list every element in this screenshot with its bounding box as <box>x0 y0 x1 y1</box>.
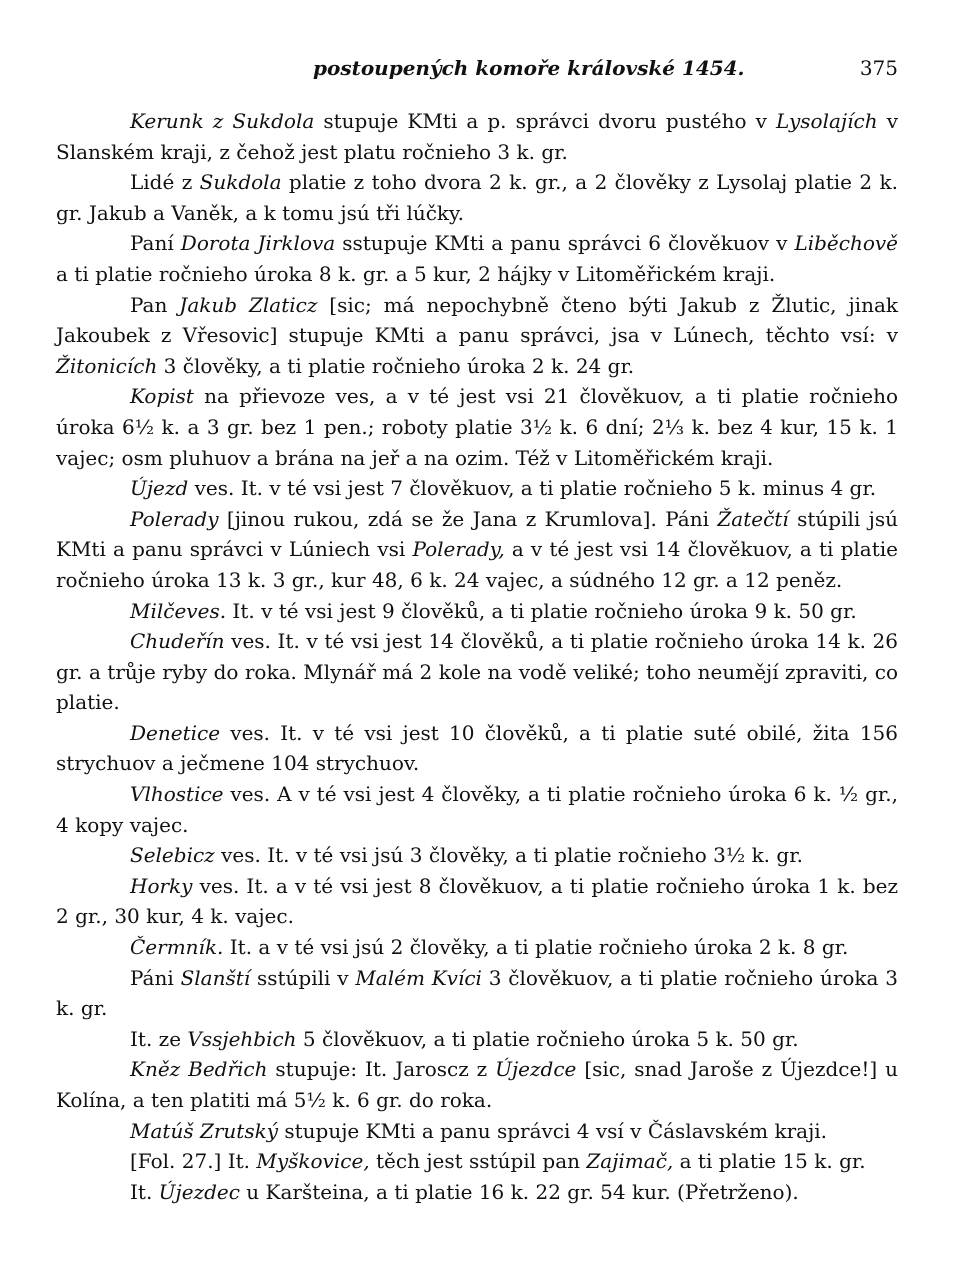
paragraph <box>56 840 898 871</box>
text-run: Páni <box>130 965 181 990</box>
paragraph <box>56 718 898 779</box>
italic-name: Zajimač, <box>586 1149 674 1174</box>
italic-name: Liběchově <box>794 231 899 256</box>
italic-name: Chudeřín <box>130 629 225 654</box>
italic-name: Selebicz <box>130 843 215 868</box>
text-run: Pan <box>130 292 180 317</box>
italic-name: Horky <box>130 873 193 898</box>
italic-name: Lysolajích <box>776 109 878 133</box>
text-run: It. v té vsi jest 9 člověků, a ti platie ročnieho úroka 9 k. 50 gr. <box>226 598 857 623</box>
paragraph <box>56 106 898 167</box>
italic-name: Dorota Jirklova <box>180 231 336 256</box>
italic-name: Polerady, <box>412 537 505 562</box>
text-run: [jinou rukou, zdá se že Jana z Krumlova]. Páni <box>218 506 718 531</box>
italic-name: Myškovice, <box>256 1149 370 1174</box>
italic-name: Újezdec <box>158 1179 240 1204</box>
italic-name: Žitonicích <box>56 353 158 378</box>
paragraph <box>56 1116 898 1147</box>
paragraph <box>56 381 898 473</box>
text-run: 3 člověky, a ti platie ročnieho úroka 2 k. 24 gr. <box>157 353 635 378</box>
text-run: [sic, snad Jaroše z Újezdce!] u Kolína, a ten platiti má 5½ k. 6 gr. do roka. <box>56 1057 898 1112</box>
text-run: ves. It. a v té vsi jest 8 člověkuov, a ti platie ročnieho úroka 1 k. bez 2 gr., 30 kur, 4 k. vajec. <box>56 873 898 929</box>
text-run: 5 člověkuov, a ti platie ročnieho úroka 5 k. 50 gr. <box>296 1026 799 1051</box>
running-header <box>313 56 898 86</box>
text-run: těch jest sstúpil pan <box>369 1149 587 1174</box>
text-run: ves. It. v té vsi jest 14 člověků, a ti platie ročnieho úroka 14 k. 26 gr. a trůje ryby do roka. Mlynář má 2 kole na vodě veliké; toho neumějí zpraviti, co platie. <box>56 629 898 715</box>
body-text <box>56 106 898 1207</box>
text-run: [Fol. 27.] It. <box>130 1149 257 1174</box>
text-run: Lidé z <box>130 170 200 195</box>
text-run: ves. It. v té vsi jsú 3 člověky, a ti platie ročnieho 3½ k. gr. <box>214 843 803 868</box>
text-run: stupuje: It. Jaroscz z <box>267 1057 496 1082</box>
text-run: stupuje KMti a p. správci dvoru pustého v <box>314 109 777 133</box>
text-run: na přievoze ves, a v té jest vsi 21 člověkuov, a ti platie ročnieho úroka 6½ k. a 3 gr. bez 1 pen.; roboty platie 3½ k. 6 dní; 2⅓ k. bez 4 kur, 15 k. 1 vajec; osm pluhuov a brána na jeř a na ozim. Též v Litoměřickém kraji. <box>56 384 898 470</box>
italic-name: Matúš Zrutský <box>130 1118 278 1143</box>
text-run: a ti platie ročnieho úroka 8 k. gr. a 5 kur, 2 hájky v Litoměřickém kraji. <box>56 261 776 286</box>
text-run: u Karšteina, a ti platie 16 k. 22 gr. 54 kur. (Přetrženo). <box>239 1179 799 1204</box>
text-run: stúpili jsú KMti a panu správci v Lúniech vsi <box>56 506 898 562</box>
text-run: It. ze <box>130 1026 188 1051</box>
text-run: sstúpili v <box>250 965 356 990</box>
paragraph <box>56 290 898 382</box>
italic-name: Milčeves. <box>130 598 227 623</box>
italic-name: Jakub Zlaticz <box>179 292 318 317</box>
italic-name: Kopist <box>130 384 194 409</box>
paragraph <box>56 596 898 627</box>
text-run: It. <box>130 1179 159 1204</box>
text-run: sstupuje KMti a panu správci 6 člověkuov v <box>335 231 795 256</box>
italic-name: Vlhostice <box>130 782 224 807</box>
text-run: ves. A v té vsi jest 4 člověky, a ti platie ročnieho úroka 6 k. ½ gr., 4 kopy vajec. <box>56 782 898 837</box>
text-run: Paní <box>130 231 181 256</box>
italic-name: Újezd <box>130 476 189 501</box>
italic-name: Polerady <box>130 506 219 531</box>
text-run: [sic; má nepochybně čteno býti Jakub z Žlutic, jinak Jakoubek z Vřesovic] stupuje KMti a panu správci, jsa v Lúnech, těchto vsí: v <box>56 292 898 348</box>
italic-name: Kerunk z Sukdola <box>130 109 315 133</box>
paragraph <box>56 1024 898 1055</box>
page-number: 375 <box>859 56 898 80</box>
paragraph <box>56 504 898 596</box>
text-run: platie z toho dvora 2 k. gr., a 2 člověky z Lysolaj platie 2 k. gr. Jakub a Vaněk, a k tomu jsú tři lúčky. <box>56 170 898 225</box>
italic-name: Žatečtí <box>717 506 789 531</box>
italic-name: Denetice <box>130 720 221 745</box>
paragraph <box>56 473 898 504</box>
italic-name: Kněz Bedřich <box>130 1057 268 1082</box>
italic-name: Malém Kvíci <box>355 965 482 990</box>
italic-name: Vssjehbich <box>187 1026 297 1051</box>
paragraph <box>56 228 898 289</box>
paragraph <box>56 626 898 718</box>
italic-name: Újezdce <box>495 1057 577 1082</box>
italic-name: Sukdola <box>199 170 282 195</box>
text-run: It. a v té vsi jsú 2 člověky, a ti platie ročnieho úroka 2 k. 8 gr. <box>223 935 849 960</box>
text-run: a ti platie 15 k. gr. <box>673 1149 866 1174</box>
text-run: a v té jest vsi 14 člověkuov, a ti platie ročnieho úroka 13 k. 3 gr., kur 48, 6 k. 24 vajec, a súdného 12 gr. a 12 peněz. <box>56 537 898 592</box>
paragraph <box>56 779 898 840</box>
running-title: postoupených komoře královské 1454. <box>313 56 745 80</box>
text-run: v Slanském kraji, z čehož jest platu ročnieho 3 k. gr. <box>56 109 898 164</box>
italic-name: Slanští <box>180 965 251 990</box>
paragraph <box>56 871 898 932</box>
paragraph <box>56 1146 898 1177</box>
paragraph <box>56 932 898 963</box>
paragraph <box>56 1054 898 1115</box>
paragraph <box>56 167 898 228</box>
paragraph <box>56 1177 898 1208</box>
text-run: 3 člověkuov, a ti platie ročnieho úroka 3 k. gr. <box>56 965 898 1021</box>
text-run: ves. It. v té vsi jest 10 člověků, a ti platie suté obilé, žita 156 strychuov a ječmene 104 strychuov. <box>56 720 898 776</box>
text-run: stupuje KMti a panu správci 4 vsí v Čáslavském kraji. <box>278 1118 828 1143</box>
paragraph <box>56 963 898 1024</box>
italic-name: Čermník. <box>130 935 224 960</box>
text-run: ves. It. v té vsi jest 7 člověkuov, a ti platie ročnieho 5 k. minus 4 gr. <box>188 476 877 501</box>
